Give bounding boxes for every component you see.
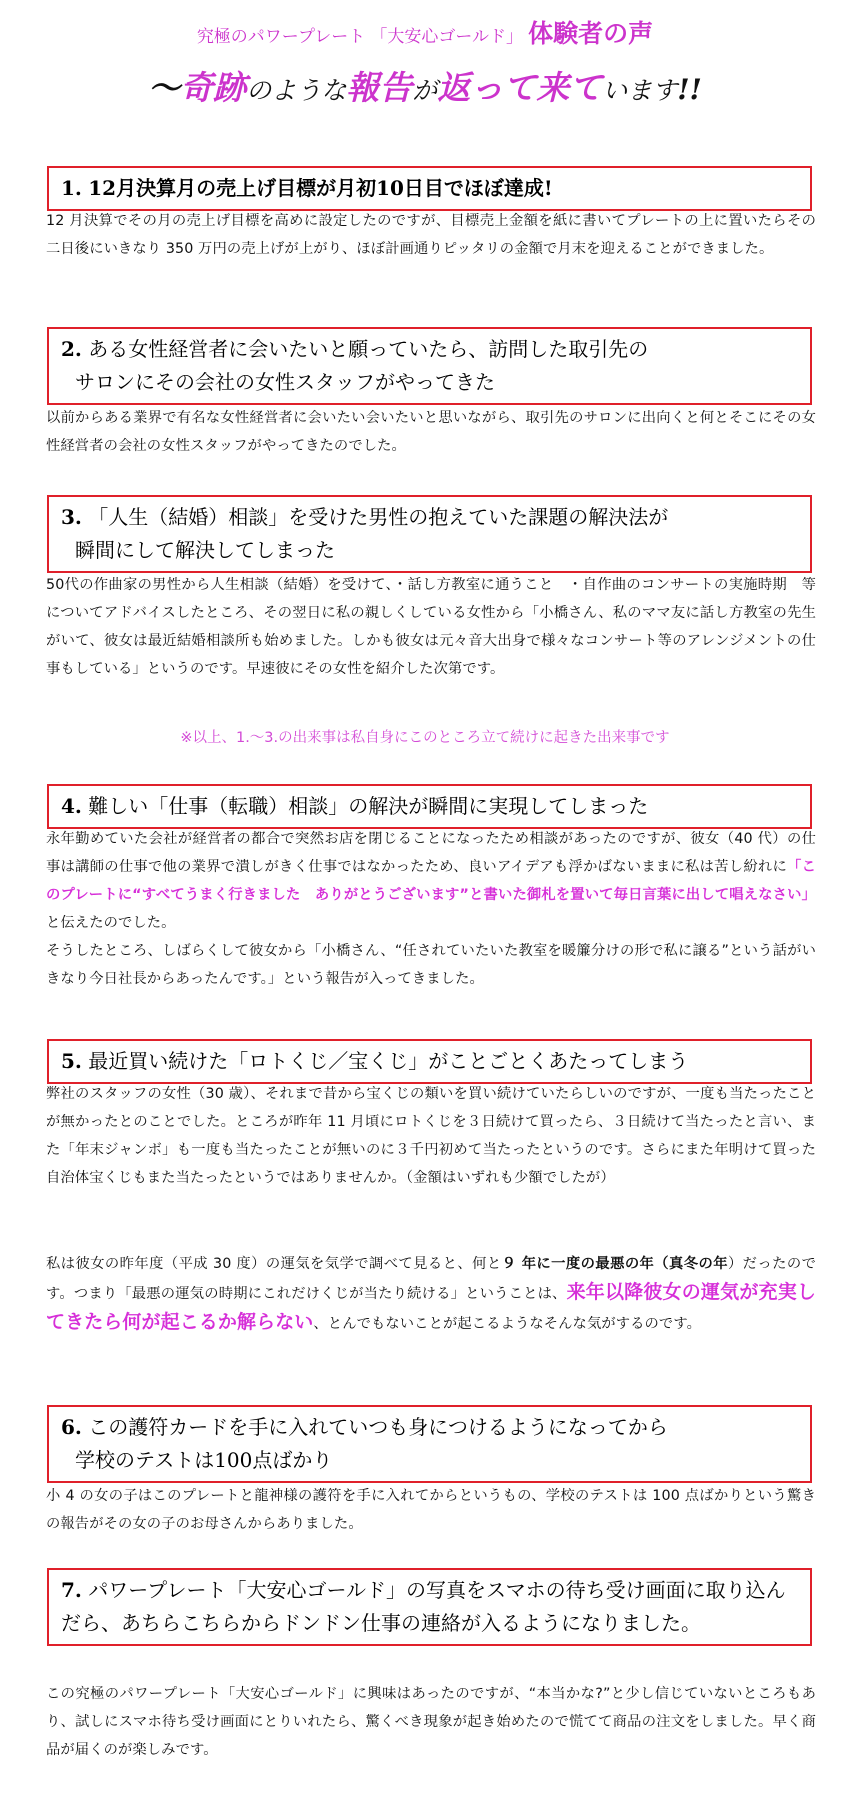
- testimonial-3-body: 50代の作曲家の男性から人生相談（結婚）を受けて、・話し方教室に通うこと ・自作曲のコンサートの実施時期 等についてアドバイスしたところ、その翌日に私の親しくしている女性から「小橋さん、私のママ友に話し方教室の先生がいて、彼女は最近結婚相談所も始めました。しかも彼女は元々音大出身で様々なコンサート等のアレンジメントの仕事もしている」というのです。早速彼にその女性を紹介した次第です。: [46, 577, 816, 677]
- page-subtitle: ～奇跡のような報告が返って来ています!!: [148, 68, 702, 107]
- testimonial-6-body: 小 4 の女の子はこのプレートと龍神様の護符を手に入れてからというもの、学校のテストは 100 点ばかりという驚きの報告がその女の子のお母さんからありました。: [46, 1488, 816, 1532]
- page-title: [0, 14, 850, 50]
- testimonial-2-heading: 2. ある女性経営者に会いたいと願っていたら、訪問した取引先の サロンにその会社の女性スタッフがやってきた: [47, 327, 812, 405]
- testimonial-5-heading: 5. 最近買い続けた「ロトくじ／宝くじ」がことごとくあたってしまう: [47, 1039, 812, 1084]
- testimonial-5-body: 弊社のスタッフの女性（30 歳）、それまで昔から宝くじの類いを買い続けていたらしいのですが、一度も当たったことが無かったとのことでした。ところが昨年 11 月頃にロトくじを３日続けて買ったら、３日続けて当たったと言い、また「年末ジャンボ」も一度も当たったことが無いのに３千円初めて当たったというのです。さらにまた年明けて買った自治体宝くじもまた当たったというではありませんか。（金額はいずれも少額でしたが）: [46, 1086, 816, 1186]
- testimonial-4-body: 永年勤めていた会社が経営者の都合で突然お店を閉じることになったため相談があったのですが、彼女（40 代）の仕事は講師の仕事で他の業界で潰しがきく仕事ではなかったため、良いアイデアも浮かばないままに私は苦し紛れに「このプレートに“すべてうまく行きました ありがとうございます”と書いた御札を置いて毎日言葉に出して唱えなさい」と伝えたのでした。 そうしたところ、しばらくして彼女から「小橋さん、“任されていたいた教室を暖簾分けの形で私に譲る”という話がいきなり今日社長からあったんです。」という報告が入ってきました。: [46, 831, 816, 987]
- testimonial-7-heading: 7. パワープレート「大安心ゴールド」の写真をスマホの待ち受け画面に取り込んだら、あちらこちらからドンドン仕事の連絡が入るようになりました。: [47, 1568, 812, 1646]
- testimonial-1-heading: 1. 12月決算月の売上げ目標が月初10日目でほぼ達成!: [47, 166, 812, 211]
- testimonial-2-body: 以前からある業界で有名な女性経営者に会いたい会いたいと思いながら、取引先のサロンに出向くと何とそこにその女性経営者の会社の女性スタッフがやってきたのでした。: [46, 410, 816, 454]
- testimonial-6-heading: 6. この護符カードを手に入れていつも身につけるようになってから 学校のテストは100点ばかり: [47, 1405, 812, 1483]
- title-product: 「大安心ゴールド」: [370, 27, 524, 47]
- testimonial-3-heading: 3. 「人生（結婚）相談」を受けた男性の抱えていた課題の解決法が 瞬間にして解決してしまった: [47, 495, 812, 573]
- testimonial-7-body: この究極のパワープレート「大安心ゴールド」に興味はあったのですが、“本当かな?”と少し信じていないところもあり、試しにスマホ待ち受け画面にとりいれたら、驚くべき現象が起き始めたので慌てて商品の注文をしました。早く商品が届くのが楽しみです。: [46, 1686, 816, 1758]
- testimonial-4-heading: 4. 難しい「仕事（転職）相談」の解決が瞬間に実現してしまった: [47, 784, 812, 829]
- testimonial-5-body-2: 私は彼女の昨年度（平成 30 度）の運気を気学で調べて見ると、何と９ 年に一度の最悪の年（真冬の年）だったのです。つまり「最悪の運気の時期にこれだけくじが当たり続ける」ということは、来年以降彼女の運気が充実してきたら何が起こるか解らない、とんでもないことが起こるようなそんな気がするのです。: [46, 1256, 817, 1333]
- testimonial-3-note: ※以上、1.～3.の出来事は私自身にこのところ立て続けに起きた出来事です: [180, 730, 670, 746]
- title-main: 体験者の声: [528, 19, 654, 48]
- testimonial-1-body: 12 月決算でその月の売上げ目標を高めに設定したのですが、目標売上金額を紙に書いてプレートの上に置いたらその二日後にいきなり 350 万円の売上げが上がり、ほぼ計画通りピッタリの金額で月末を迎えることができました。: [46, 213, 816, 257]
- title-prefix: 究極のパワープレート: [196, 27, 366, 47]
